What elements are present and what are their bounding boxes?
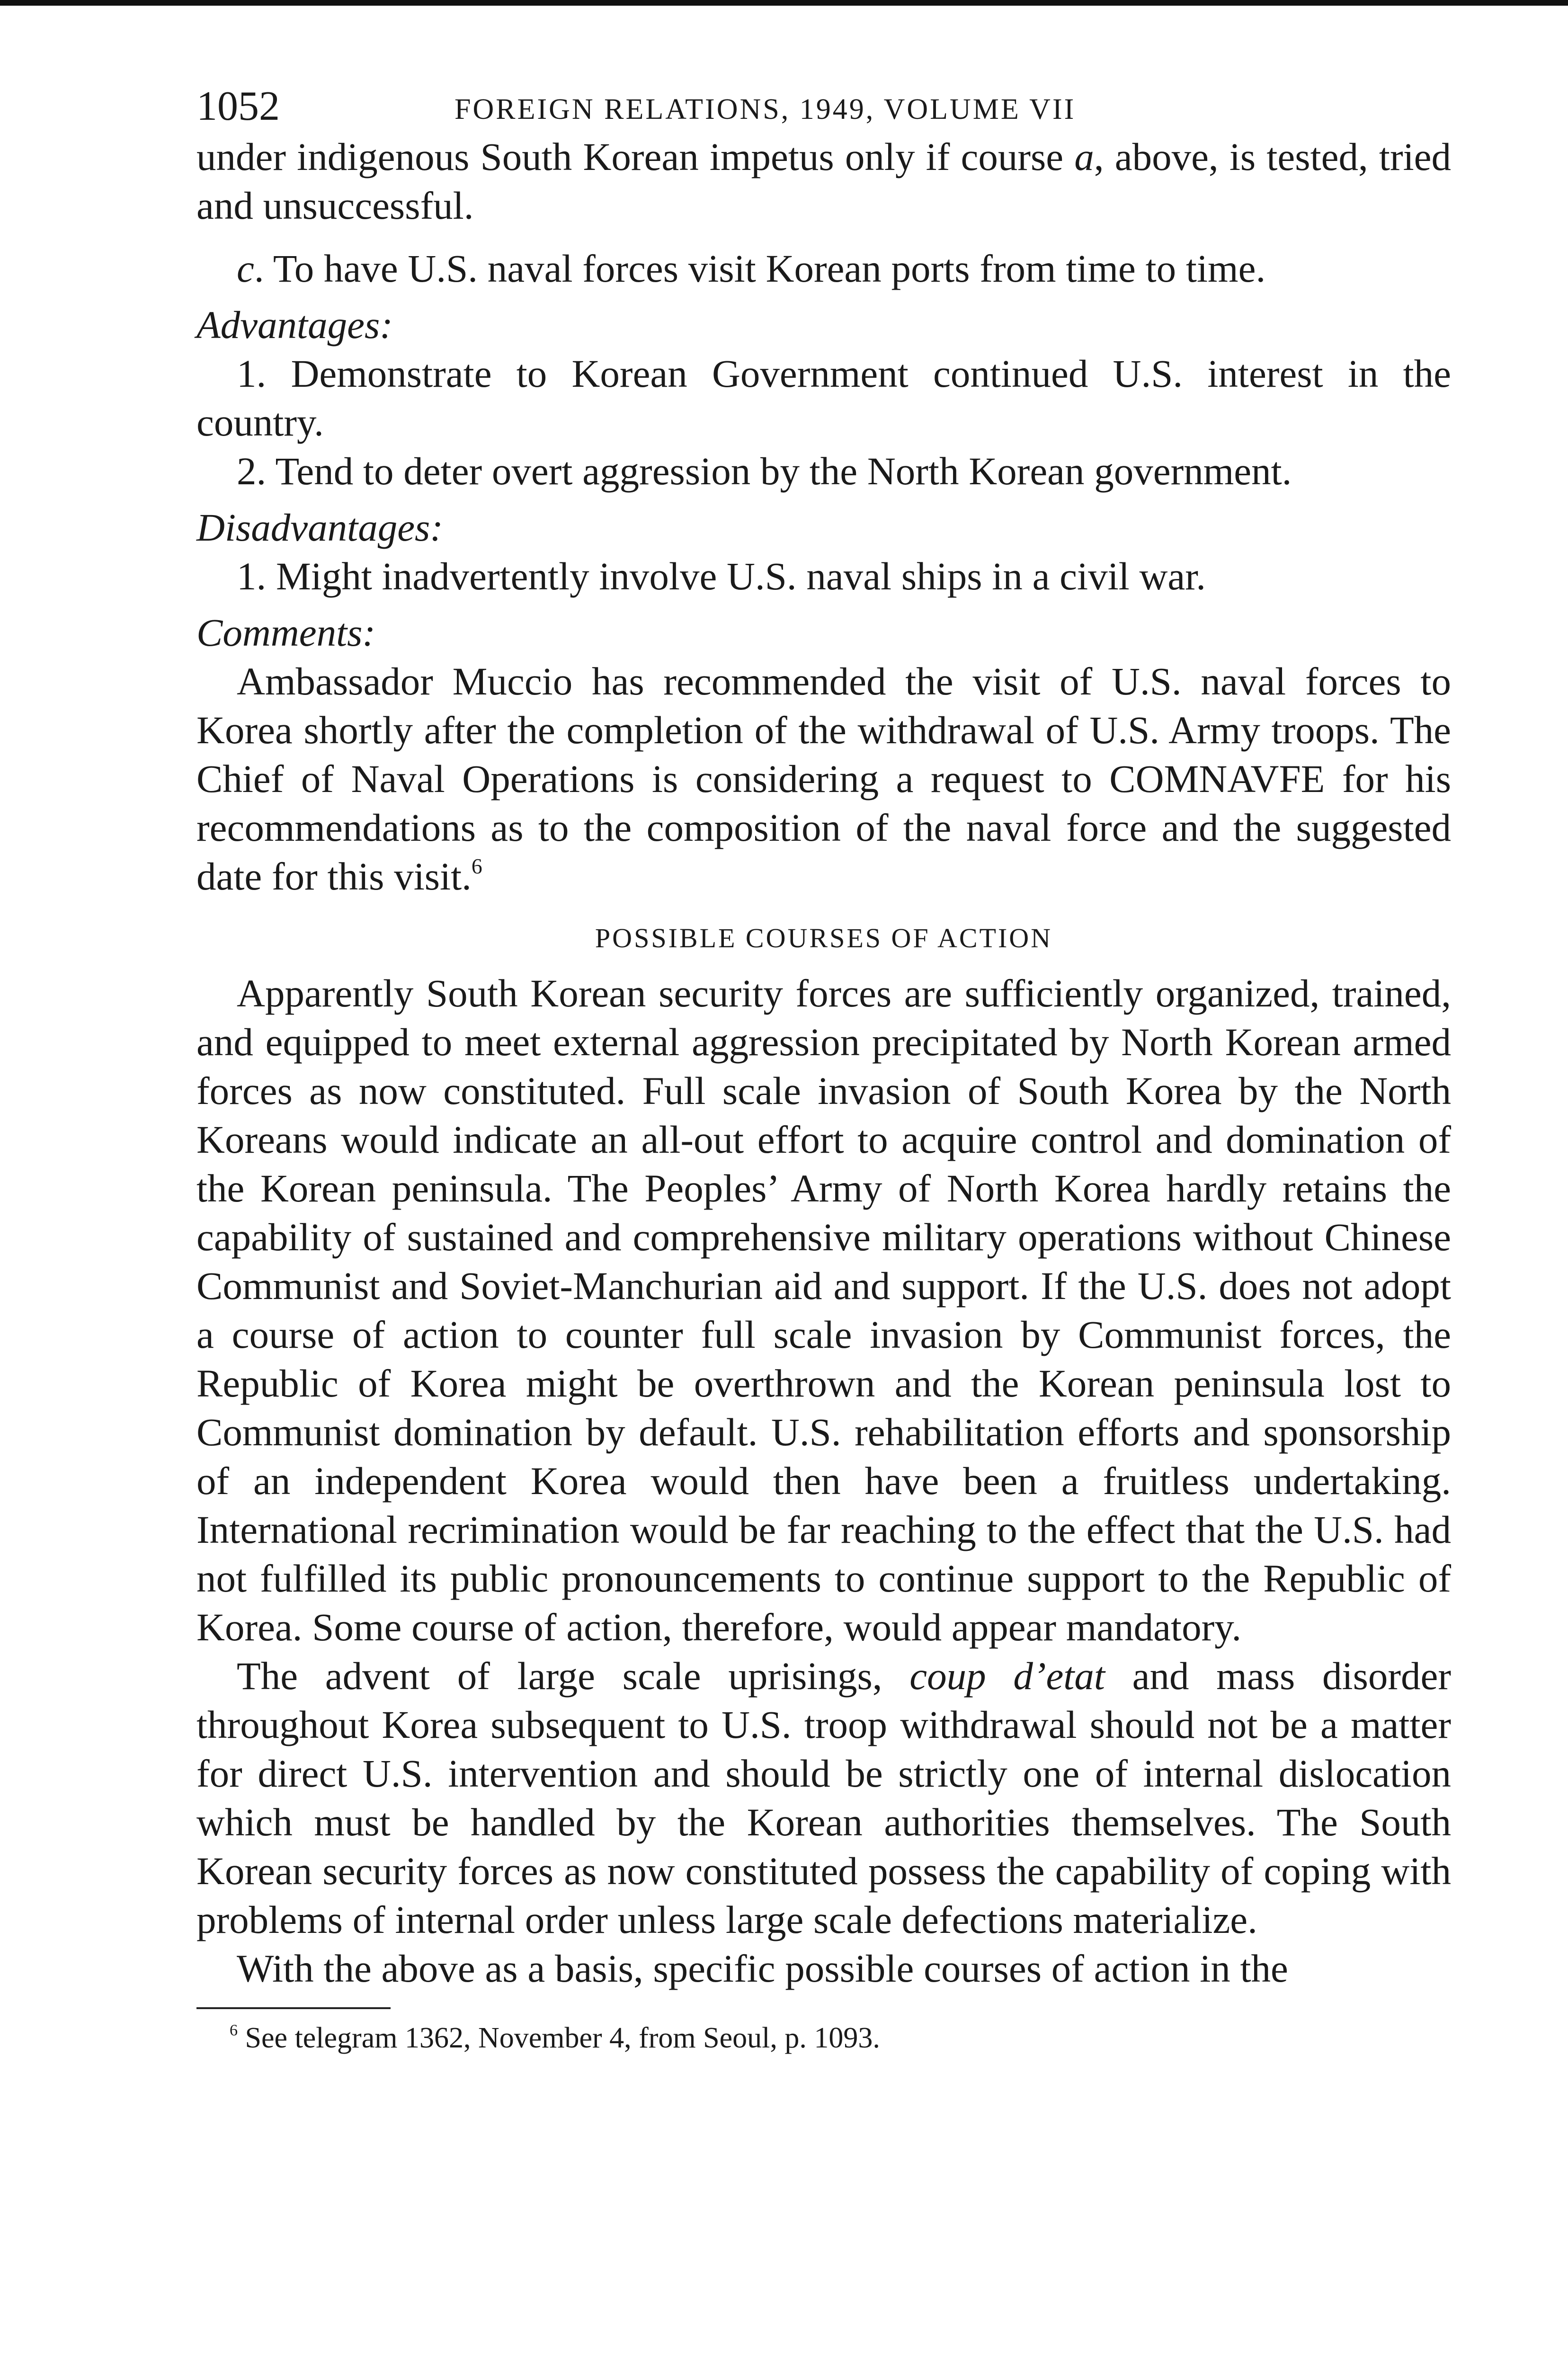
body-paragraph-text: With the above as a basis, specific possible courses of action in the <box>237 1947 1288 1990</box>
footnote-marker: 6 <box>230 2021 238 2039</box>
comments-label: Comments: <box>196 611 376 654</box>
advantages-label: Advantages: <box>196 303 393 347</box>
advantage-item-text: 2. Tend to deter overt aggression by the North Korean government. <box>237 449 1292 493</box>
advantage-item <box>196 447 1451 496</box>
course-c-text: c. To have U.S. naval forces visit Korean ports from time to time. <box>237 247 1266 290</box>
continuation-text: under indigenous South Korean impetus only if course a, above, is tested, tried and unsuccessful. <box>196 135 1451 227</box>
page-number: 1052 <box>196 83 280 129</box>
running-title: FOREIGN RELATIONS, 1949, VOLUME VII <box>454 93 1076 125</box>
text-column <box>196 80 1451 2058</box>
footnote-divider <box>196 2007 391 2009</box>
disadvantage-item <box>196 552 1451 601</box>
footnote-reference[interactable]: 6 <box>471 854 482 878</box>
section-heading: POSSIBLE COURSES OF ACTION <box>595 923 1053 953</box>
top-edge-rule <box>0 0 1568 6</box>
body-paragraph-text: Apparently South Korean security forces are sufficiently organized, trained, and equipped to meet external aggression precipitated by North Korean armed forces as now constituted. Full scale invasion of South Korea by the North Koreans would indicate an all-out effort to acquire control and domination of the Korean peninsula. The Peoples’ Army of North Korea hardly retains the capability of sustained and comprehensive military operations without Chinese Communist and Soviet-Manchurian aid and support. If the U.S. does not adopt a course of action to counter full scale invasion by Communist forces, the Republic of Korea might be overthrown and the Korean peninsula lost to Communist domination by default. U.S. rehabilitation efforts and sponsorship of an independent Korea would then have been a fruitless undertaking. International recrimination would be far reaching to the effect that the U.S. had not fulfilled its public pronouncements to continue support to the Republic of Korea. Some course of action, therefore, would appear mandatory. <box>196 971 1451 1649</box>
advantage-item <box>196 349 1451 447</box>
body-paragraph <box>196 1652 1451 1944</box>
body-paragraph-text: The advent of large scale uprisings, coup d’etat and mass disorder throughout Korea subsequent to U.S. troop withdrawal should not be a matter for direct U.S. intervention and should be strictly one of internal dislocation which must be handled by the Korean authorities themselves. The South Korean security forces as now constituted possess the capability of coping with problems of internal order unless large scale defections materialize. <box>196 1654 1451 1941</box>
body-paragraph <box>196 969 1451 1652</box>
footnote <box>230 2018 1451 2058</box>
footnote-text: See telegram 1362, November 4, from Seoul, p. 1093. <box>245 2022 880 2054</box>
comments-text: Ambassador Muccio has recommended the visit of U.S. naval forces to Korea shortly after the completion of the withdrawal of U.S. Army troops. The Chief of Naval Operations is considering a request to COMNAVFE for his recommendations as to the composition of the naval force and the suggested date for this visit. <box>196 659 1451 898</box>
continuation-paragraph <box>196 133 1451 230</box>
body-text <box>196 133 1451 1993</box>
advantage-item-text: 1. Demonstrate to Korean Government continued U.S. interest in the country. <box>196 352 1451 444</box>
course-c-paragraph <box>196 244 1451 293</box>
body-paragraph <box>196 1944 1451 1993</box>
disadvantage-item-text: 1. Might inadvertently involve U.S. naval ships in a civil war. <box>237 554 1206 598</box>
running-head <box>196 80 1451 133</box>
disadvantages-label: Disadvantages: <box>196 506 443 549</box>
comments-paragraph <box>196 657 1451 901</box>
